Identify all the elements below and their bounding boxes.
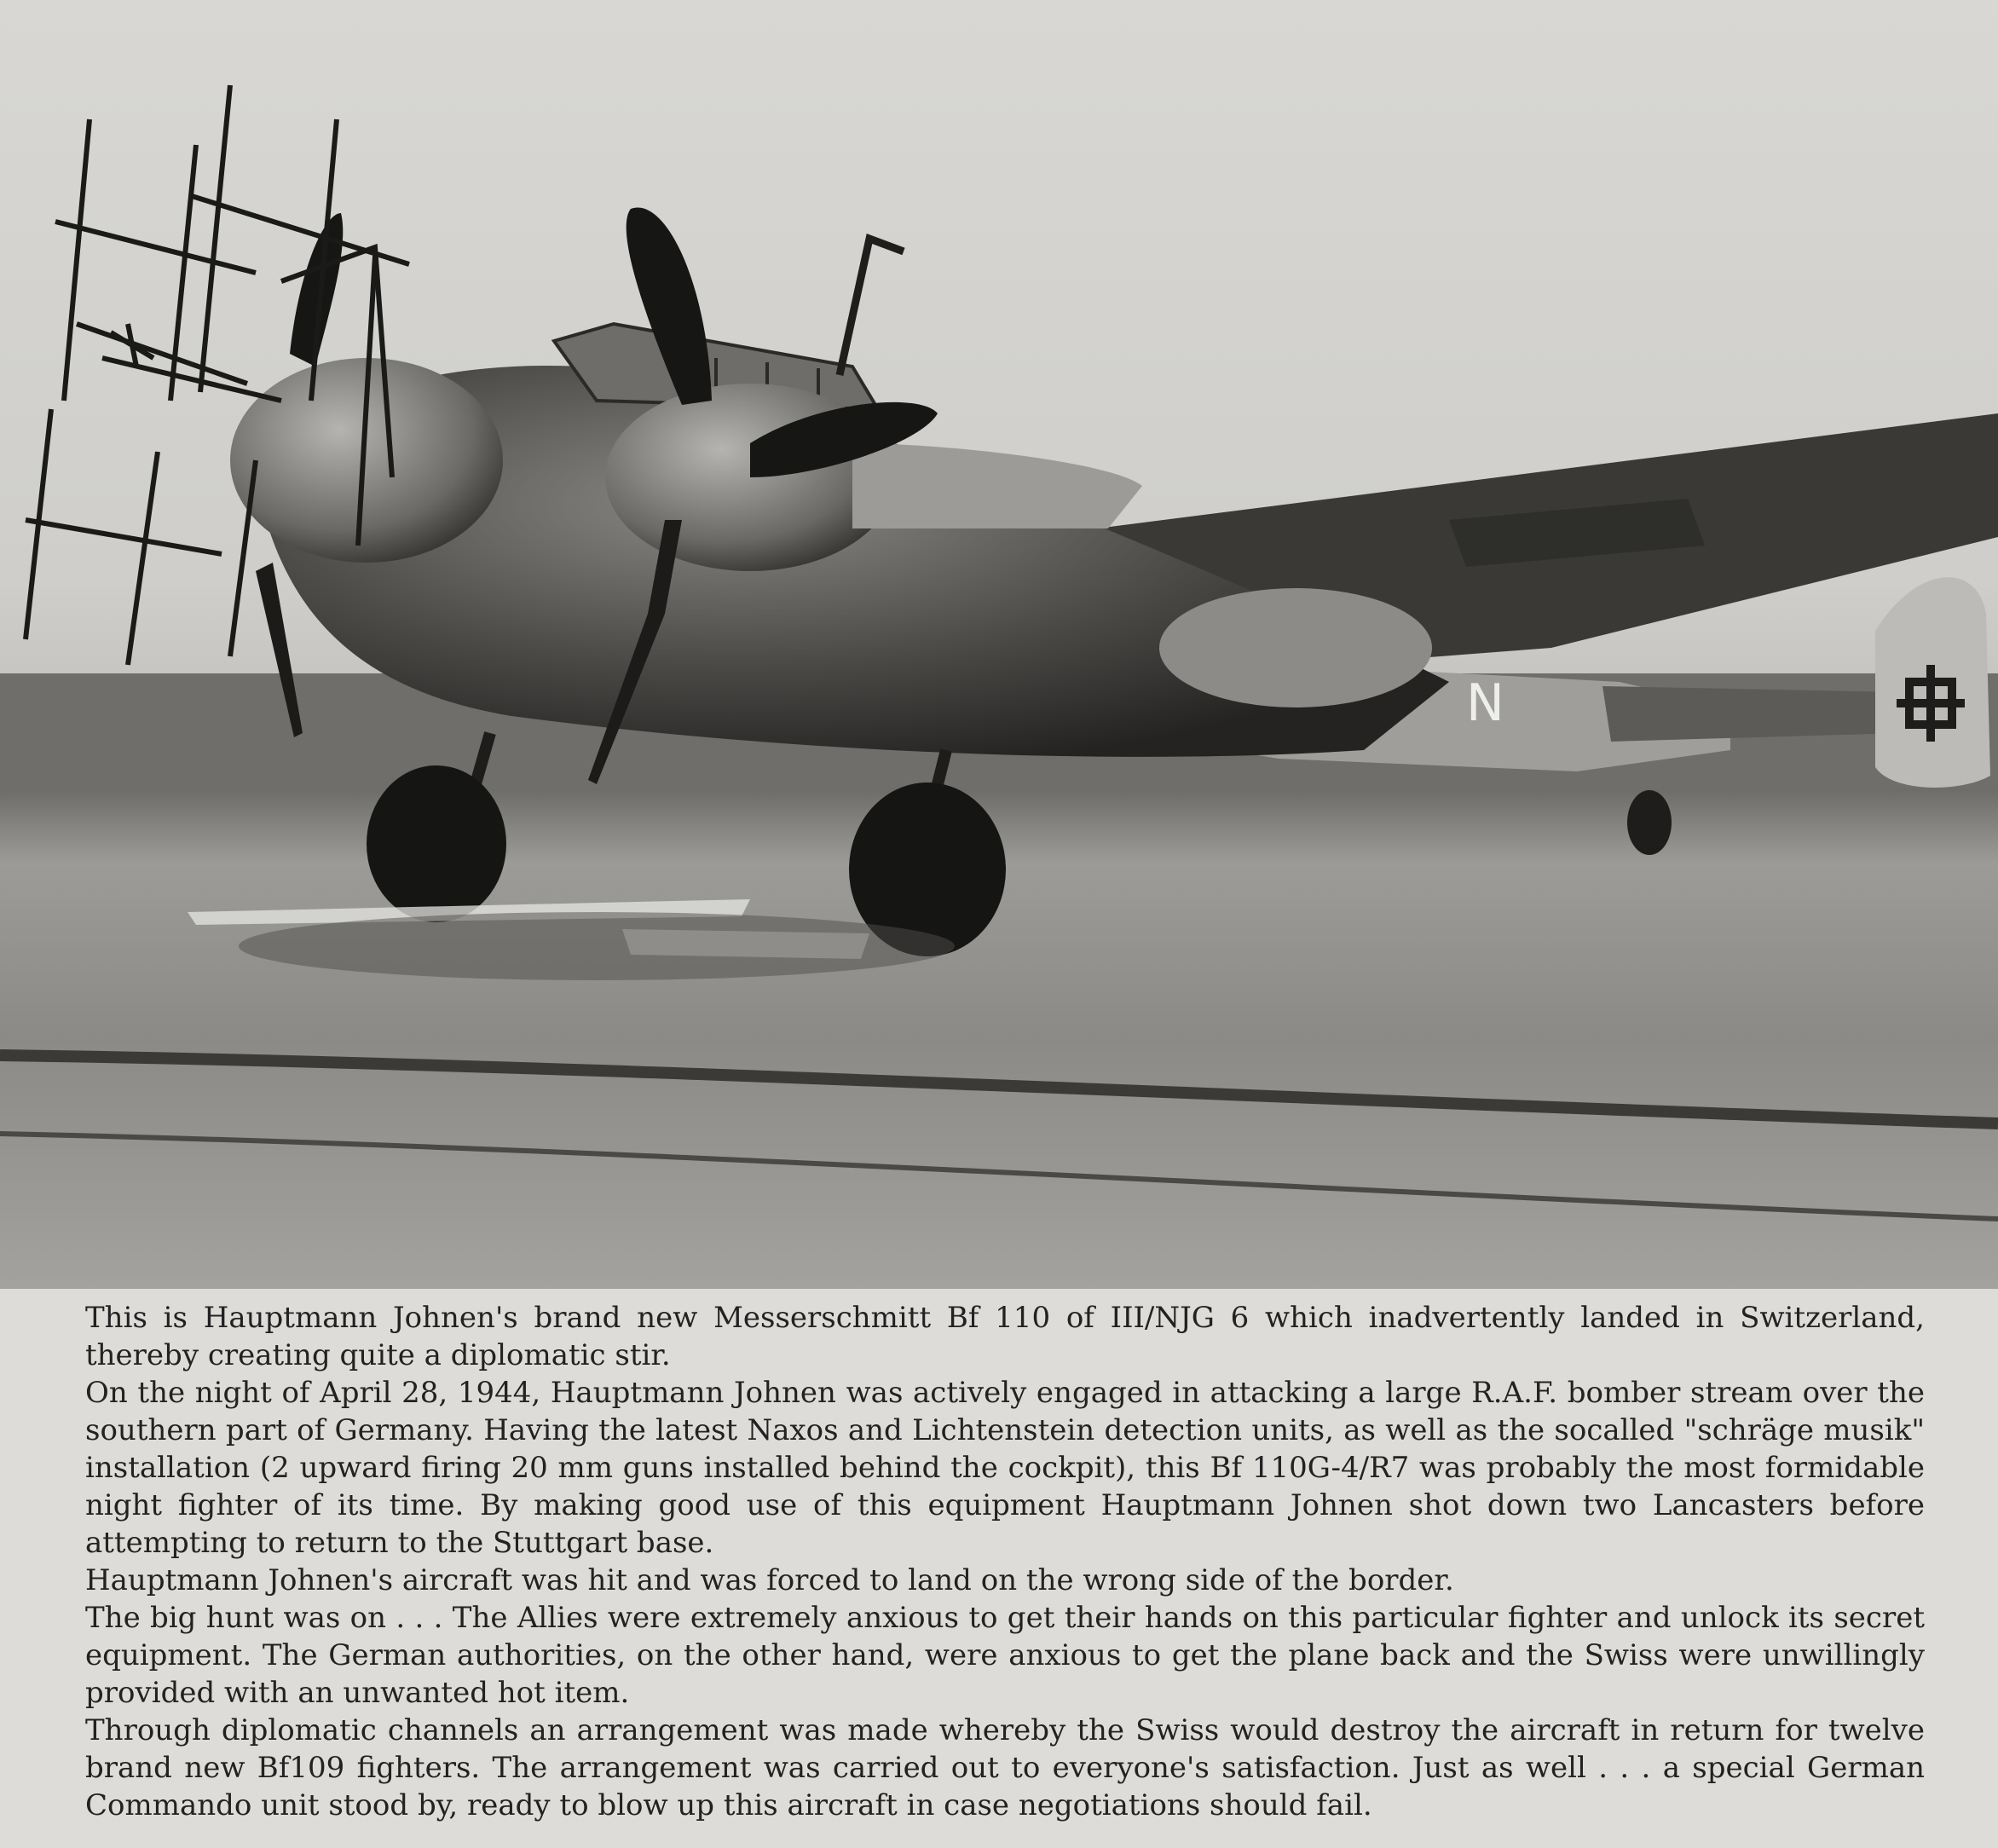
tailplane xyxy=(1602,686,1901,742)
caption-paragraph: Hauptmann Johnen's aircraft was hit and was forced to land on the wrong side of the border. xyxy=(85,1563,1454,1597)
caption-paragraph: Through diplomatic channels an arrangement was made whereby the Swiss would destroy the aircraft in return for twelve brand new Bf109 fighters. The arrangement was carried out to everyone's satisfaction. Just as well . . . a special German Commando unit stood by, ready to blow up this aircraft in case negotiations should fail. xyxy=(85,1713,1925,1822)
photo-caption xyxy=(85,1299,1925,1824)
engine-exhaust-cowl xyxy=(852,443,1142,528)
aircraft-shadow xyxy=(239,912,955,980)
caption-paragraph: The big hunt was on . . . The Allies were extremely anxious to get their hands on this particular fighter and unlock its secret equipment. The German authorities, on the other hand, were anxious to get the plane back and the Swiss were unwillingly provided with an unwanted hot item. xyxy=(85,1601,1925,1710)
port-main-wheel xyxy=(367,765,506,922)
tail-wheel xyxy=(1627,790,1672,855)
tail-code: N xyxy=(1466,673,1504,733)
caption-paragraph: This is Hauptmann Johnen's brand new Messerschmitt Bf 110 of III/NJG 6 which inadvertently landed in Switzerland, thereby creating quite a diplomatic stir. xyxy=(85,1301,1925,1372)
caption-paragraph: On the night of April 28, 1944, Hauptmann Johnen was actively engaged in attacking a large R.A.F. bomber stream over the southern part of Germany. Having the latest Naxos and Lichtenstein detection units, as well as the socalled "schräge musik" installation (2 upward firing 20 mm guns installed behind the cockpit), this Bf 110G-4/R7 was probably the most formidable night fighter of its time. By making good use of this equipment Hauptmann Johnen shot down two Lancasters before attempting to return to the Stuttgart base. xyxy=(85,1376,1925,1560)
drop-tank xyxy=(1159,588,1432,707)
radio-mast xyxy=(840,239,904,375)
